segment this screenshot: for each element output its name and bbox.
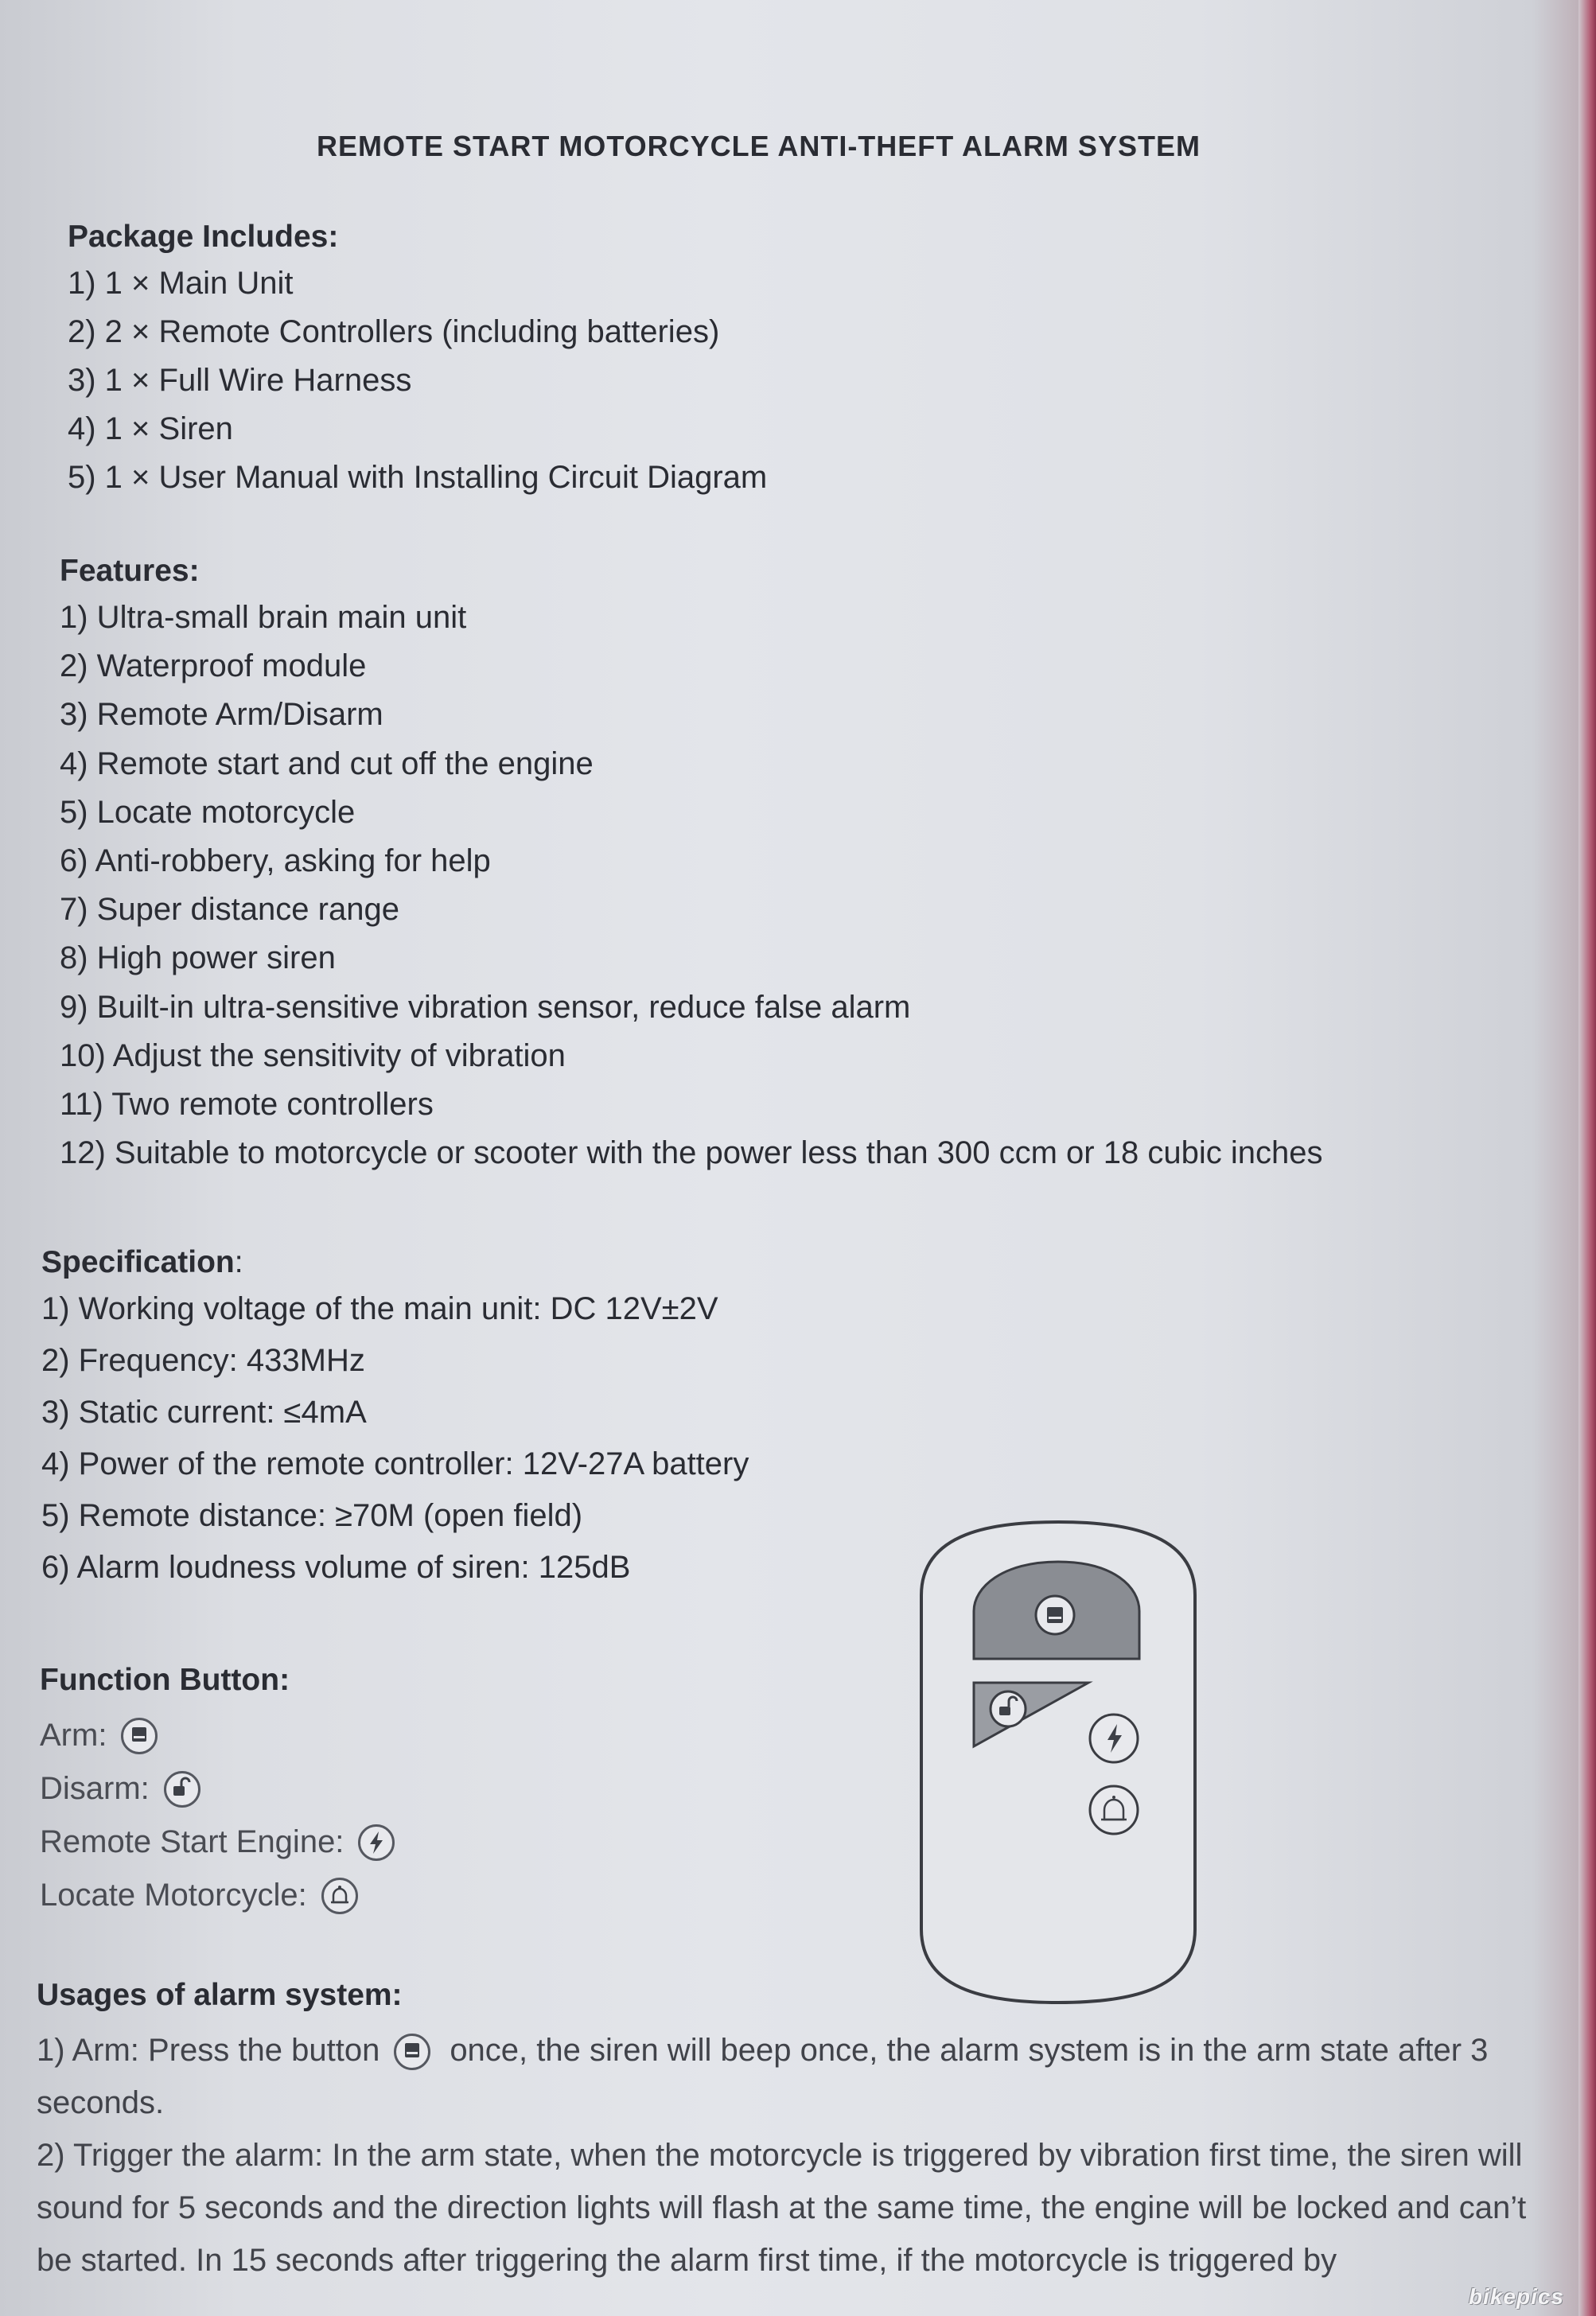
- list-item: 4) Remote start and cut off the engine: [60, 745, 594, 781]
- list-item: 2) Waterproof module: [60, 648, 367, 684]
- specification-section: [41, 1245, 749, 1602]
- page-edge: [1578, 0, 1596, 2316]
- list-item: 3) 1 × Full Wire Harness: [68, 363, 412, 398]
- list-item: 11) Two remote controllers: [60, 1086, 434, 1122]
- list-item: 2) 2 × Remote Controllers (including batteries): [68, 314, 720, 349]
- lock-icon: [394, 2034, 430, 2070]
- list-item: 1) Ultra-small brain main unit: [60, 600, 467, 635]
- usage-paragraph-1: [37, 2024, 1548, 2129]
- list-item: 3) Remote Arm/Disarm: [60, 697, 383, 733]
- list-item: 12) Suitable to motorcycle or scooter with the power less than 300 ccm or 18 cubic inches: [60, 1135, 1323, 1171]
- list-item: 3) Static current: ≤4mA: [41, 1395, 367, 1430]
- features-section: [60, 554, 1322, 1184]
- function-disarm-label: Disarm:: [40, 1771, 150, 1806]
- usage-paragraph-2: 2) Trigger the alarm: In the arm state, when the motorcycle is triggered by vibration first time, the siren will sound for 5 seconds and the direction lights will flash at the same time, the engine will be locked and can’t be started. In 15 seconds after triggering the alarm first time, if the motorcycle is triggered by: [37, 2138, 1527, 2278]
- list-item: 1) 1 × Main Unit: [68, 266, 294, 301]
- list-item: 6) Anti-robbery, asking for help: [60, 843, 491, 878]
- features-heading: Features:: [60, 554, 200, 588]
- function-disarm-row: [40, 1762, 395, 1816]
- watermark-logo: bikepics: [1468, 2284, 1564, 2309]
- list-item: 6) Alarm loudness volume of siren: 125dB: [41, 1550, 631, 1585]
- function-locate-label: Locate Motorcycle:: [40, 1878, 307, 1913]
- specification-list: [41, 1291, 749, 1602]
- specification-heading-colon: :: [234, 1245, 243, 1279]
- specification-heading-text: Specification: [41, 1245, 235, 1279]
- list-item: 2) Frequency: 433MHz: [41, 1343, 365, 1378]
- lock-icon: [121, 1718, 158, 1754]
- function-section: [40, 1663, 395, 1922]
- usage-section: [37, 1978, 1548, 2287]
- specification-heading: [41, 1245, 749, 1280]
- package-list: [68, 266, 767, 508]
- function-heading: Function Button:: [40, 1663, 290, 1697]
- list-item: 4) Power of the remote controller: 12V-27A battery: [41, 1446, 749, 1481]
- remote-locate-button: [1090, 1786, 1138, 1834]
- function-arm-row: [40, 1709, 395, 1762]
- list-item: 1) Working voltage of the main unit: DC 12V±2V: [41, 1291, 718, 1326]
- list-item: 9) Built-in ultra-sensitive vibration sensor, reduce false alarm: [60, 989, 911, 1025]
- list-item: 5) 1 × User Manual with Installing Circuit Diagram: [68, 460, 768, 495]
- list-item: 5) Remote distance: ≥70M (open field): [41, 1498, 583, 1533]
- unlock-icon: [164, 1771, 200, 1808]
- package-section: [68, 220, 767, 508]
- remote-start-button: [1090, 1715, 1138, 1762]
- function-start-label: Remote Start Engine:: [40, 1824, 345, 1859]
- function-start-row: [40, 1816, 395, 1869]
- list-item: 5) Locate motorcycle: [60, 794, 356, 830]
- remote-arm-button: [974, 1562, 1139, 1659]
- usage-p1-after: once, the siren will beep once, the alarm system is in the arm state after 3 seconds.: [37, 2033, 1489, 2120]
- features-list: [60, 600, 1322, 1184]
- list-item: 10) Adjust the sensitivity of vibration: [60, 1037, 566, 1073]
- list-item: 4) 1 × Siren: [68, 411, 233, 446]
- function-locate-row: [40, 1869, 395, 1922]
- package-heading: Package Includes:: [68, 220, 339, 254]
- usage-heading: Usages of alarm system:: [37, 1978, 403, 2012]
- bell-icon: [321, 1878, 358, 1914]
- usage-p1-before: 1) Arm: Press the button: [37, 2033, 380, 2068]
- lightning-icon: [358, 1824, 395, 1861]
- list-item: 7) Super distance range: [60, 892, 399, 928]
- function-arm-label: Arm:: [40, 1718, 107, 1753]
- page-title: REMOTE START MOTORCYCLE ANTI-THEFT ALARM SYSTEM: [317, 130, 1201, 162]
- remote-controller-diagram: [915, 1516, 1201, 2013]
- list-item: 8) High power siren: [60, 940, 336, 976]
